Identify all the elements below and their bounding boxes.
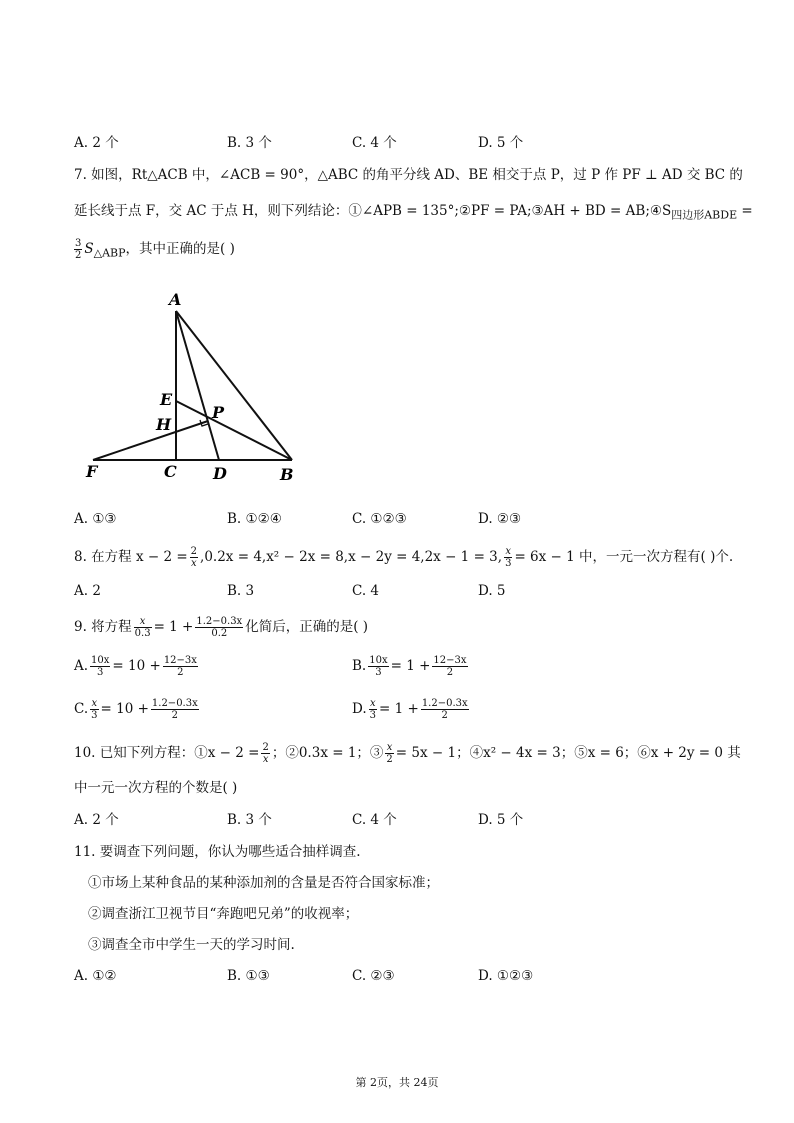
q8-fraction-2: $\frac{x}{3}$ [505, 546, 512, 569]
q9-option-d: D. $\frac{x}{3}$ = 1 + $\frac{1.2-0.3x}{2}$ [352, 698, 468, 721]
q10-option-b: B. 3 个 [227, 812, 272, 828]
label-p: P [212, 403, 225, 422]
q9-suffix: 化简后，正确的是( ) [245, 619, 369, 635]
page-footer: 第 2页，共 24页 [355, 1076, 439, 1089]
q11-option-b: B. ①③ [227, 968, 270, 984]
q7-fraction: $\frac{3}{2}$ [75, 238, 82, 261]
label-b: B [280, 465, 294, 484]
q10-stem-line1: 10. 已知下列方程：①x − 2 = $\frac{2}{x}$ ；②0.3x = 1；③ $\frac{x}{2}$ = 5x − 1；④x² − 4x = 3；⑤x = 6；⑥x + 2y = 0 其 [74, 742, 741, 765]
q7-stem-line1: 7. 如图，Rt△ACB 中，∠ACB = 90°，△ABC 的角平分线 AD、BE 相交于点 P，过 P 作 PF ⊥ AD 交 BC 的 [74, 167, 743, 183]
q10-stem-line2: 中一元一次方程的个数是( ) [74, 780, 238, 796]
q7-area-subscript: 四边形ABDE [671, 208, 738, 222]
q7-stem-line3 [72, 238, 235, 263]
label-a: A [169, 290, 182, 309]
q7-triangle-figure [80, 288, 310, 488]
q9-fraction-2: $\frac{1.2-0.3x}{0.2}$ [196, 616, 243, 639]
q11-item-1: ①市场上某种食品的某种添加剂的含量是否符合国家标准； [88, 875, 439, 891]
q10-option-a: A. 2 个 [74, 812, 119, 828]
q10-fraction-2: $\frac{x}{2}$ [386, 742, 393, 765]
label-e: E [160, 390, 173, 409]
label-d: D [213, 464, 227, 483]
q7-option-b: B. ①②④ [227, 511, 282, 527]
q10-option-c: C. 4 个 [352, 812, 397, 828]
q8-option-b: B. 3 [227, 583, 255, 599]
label-f: F [86, 462, 98, 481]
q7-stem-line3-text: ，其中正确的是( ) [125, 241, 235, 257]
q8-mid: ,0.2x = 4,x² − 2x = 8,x − 2y = 4,2x − 1 = 3, [200, 549, 503, 565]
q11-item-2: ②调查浙江卫视节目“奔跑吧兄弟”的收视率； [88, 906, 359, 922]
q11-option-c: C. ②③ [352, 968, 395, 984]
q11-item-3: ③调查全市中学生一天的学习时间. [88, 937, 295, 953]
q8-fraction-1: $\frac{2}{x}$ [190, 546, 198, 569]
q9-fraction-1: $\frac{x}{0.3}$ [134, 616, 151, 639]
q8-option-c: C. 4 [352, 583, 380, 599]
q7-option-d: D. ②③ [478, 511, 522, 527]
q8-prefix: 8. 在方程 x − 2 = [74, 549, 188, 565]
q6-option-a: A. 2 个 [74, 135, 119, 151]
label-h: H [156, 415, 172, 434]
q9-prefix: 9. 将方程 [74, 619, 132, 635]
q7-s-subscript: △ABP [93, 246, 126, 260]
q8-option-d: D. 5 [478, 583, 506, 599]
q8-stem [74, 546, 733, 569]
q6-option-b: B. 3 个 [227, 135, 272, 151]
q7-equals: = [741, 203, 753, 219]
q6-option-c: C. 4 个 [352, 135, 397, 151]
q9-mid: = 1 + [153, 619, 194, 635]
q6-option-d: D. 5 个 [478, 135, 524, 151]
q7-stem-line2 [74, 202, 753, 225]
q9-option-a: A. $\frac{10x}{3}$ = 10 + $\frac{12-3x}{2}$ [74, 655, 197, 678]
q7-option-a: A. ①③ [74, 511, 117, 527]
q9-option-c: C. $\frac{x}{3}$ = 10 + $\frac{1.2-0.3x}{2}$ [74, 698, 198, 721]
q7-option-c: C. ①②③ [352, 511, 407, 527]
q11-option-d: D. ①②③ [478, 968, 534, 984]
q7-stem-line2-text: 延长线于点 F，交 AC 于点 H，则下列结论：①∠APB = 135°;②PF = PA;③AH + BD = AB;④S [74, 203, 672, 219]
q8-option-a: A. 2 [74, 583, 101, 599]
q8-suffix: = 6x − 1 中，一元一次方程有( )个. [514, 549, 734, 565]
q7-s: S [84, 241, 94, 257]
q9-stem [74, 616, 368, 639]
q9-option-b: B. $\frac{10x}{3}$ = 1 + $\frac{12-3x}{2}$ [352, 655, 467, 678]
q10-option-d: D. 5 个 [478, 812, 524, 828]
q11-option-a: A. ①② [74, 968, 117, 984]
label-c: C [164, 462, 177, 481]
q10-fraction-1: $\frac{2}{x}$ [262, 742, 269, 765]
q11-stem: 11. 要调查下列问题，你认为哪些适合抽样调查. [74, 844, 361, 860]
